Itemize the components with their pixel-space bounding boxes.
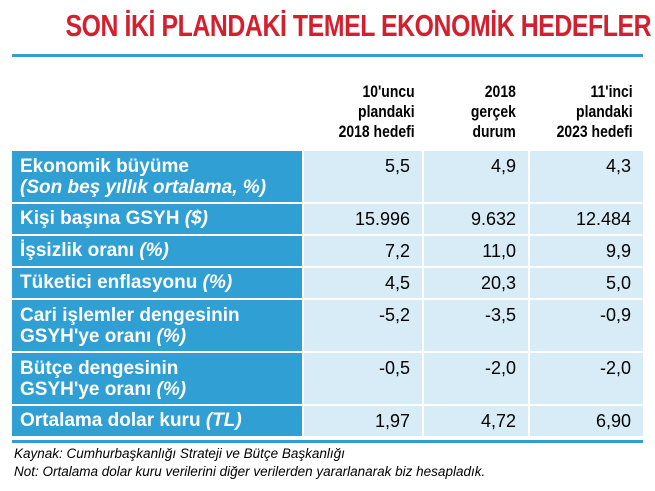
row-label-text: Ekonomik büyüme [20,155,189,177]
row-label-unit: (%) [139,240,169,261]
table-cell: 4,3 [530,151,643,202]
source-note: Kaynak: Cumhurbaşkanlığı Strateji ve Bütçe Başkanlığı [14,446,345,461]
table-cell: 4,5 [304,268,422,298]
row-label-text: Cari işlemler dengesinin [20,304,240,326]
table-cell: 5,5 [304,151,422,202]
table-cell: 1,97 [304,406,422,436]
row-label-gdp-per-capita [12,204,302,234]
table-cell: 9.632 [424,204,528,234]
row-label-current-account [12,300,302,351]
row-label-unit: (%) [156,325,187,347]
row-label-text: Kişi başına GSYH [20,208,180,229]
row-label-unemployment [12,236,302,266]
row-label-text-line2: GSYH'ye oranı [20,378,152,400]
column-header-line: 2018 [484,82,516,101]
table-cell: 6,90 [530,406,643,436]
row-label-subtext: (Son beş yıllık ortalama, %) [20,176,267,198]
table-cell: -0,5 [304,353,422,404]
table-cell: 5,0 [530,268,643,298]
table-cell: -5,2 [304,300,422,351]
row-label-text: Ortalama dolar kuru [20,410,201,431]
column-header-line: plandaki [358,102,415,121]
table-cell: 4,9 [424,151,528,202]
table-cell: -3,5 [424,300,528,351]
table-cell: 9,9 [530,236,643,266]
table-cell: 11,0 [424,236,528,266]
column-header-2018-actual [471,82,516,142]
column-header-11th-plan [557,82,633,142]
row-label-text: Tüketici enflasyonu [20,272,198,293]
footnote: Not: Ortalama dolar kuru verilerini diğer verilerden yararlanarak biz hesapladık. [14,464,486,479]
table-cell: 4,72 [424,406,528,436]
row-label-unit: ($) [184,208,208,229]
table-cell: -2,0 [424,353,528,404]
column-header-line: 10'uncu [362,82,415,101]
row-label-text-line2: GSYH'ye oranı [20,325,152,347]
row-label-text: İşsizlik oranı [20,240,135,261]
table-cell: 20,3 [424,268,528,298]
row-label-economic-growth [12,151,302,202]
row-label-unit: (TL) [205,410,242,431]
table-cell: 15.996 [304,204,422,234]
row-label-usd-rate [12,406,302,436]
column-header-line: gerçek [471,102,516,121]
row-label-unit: (%) [156,378,187,400]
table-cell: 7,2 [304,236,422,266]
row-label-unit: (%) [202,272,233,293]
row-label-inflation [12,268,302,298]
column-header-line: plandaki [576,102,633,121]
column-header-line: durum [472,122,516,141]
column-header-line: 11'inci [590,82,633,101]
bottom-divider [12,440,643,443]
title-divider [12,54,643,57]
table-cell: 12.484 [530,204,643,234]
column-header-10th-plan [339,82,415,142]
page-title: SON İKİ PLANDAKİ TEMEL EKONOMİK HEDEFLER [65,8,652,43]
table-cell: -2,0 [530,353,643,404]
column-header-line: 2018 hedefi [339,122,415,141]
row-label-text: Bütçe dengesinin [20,357,179,379]
table-cell: -0,9 [530,300,643,351]
row-label-budget-balance [12,353,302,404]
column-header-line: 2023 hedefi [557,122,633,141]
